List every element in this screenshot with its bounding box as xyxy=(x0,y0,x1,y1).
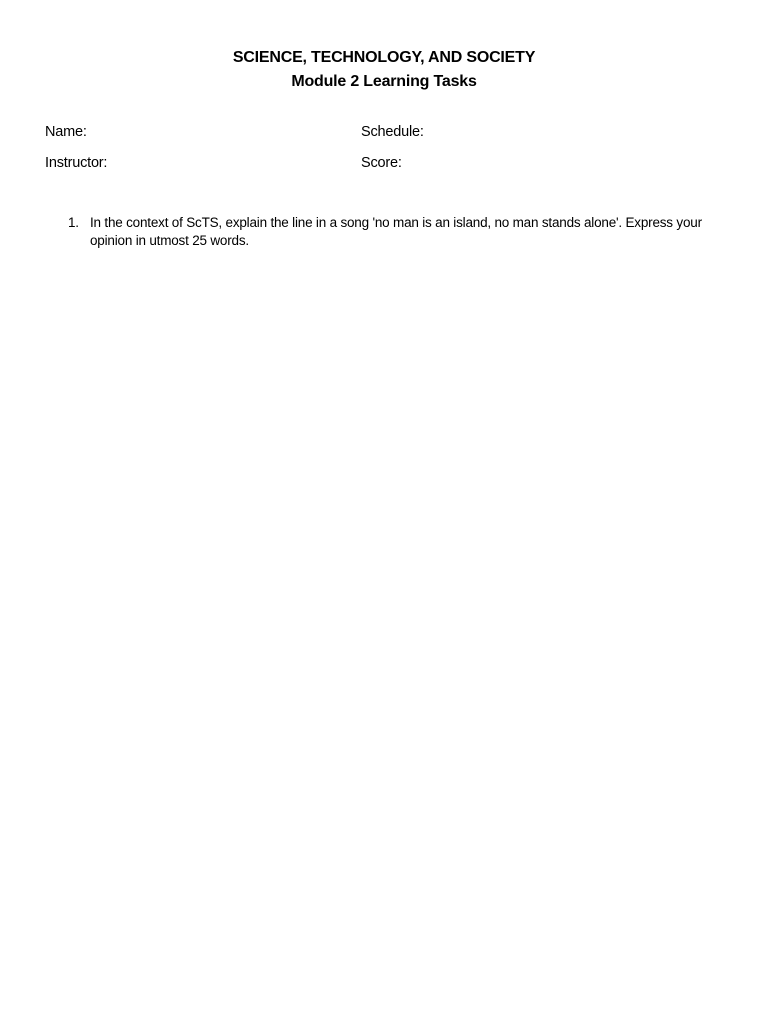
task-number: 1. xyxy=(68,215,79,230)
document-header xyxy=(0,46,768,94)
task-list xyxy=(0,214,768,250)
schedule-field-label: Schedule: xyxy=(361,124,424,140)
name-field-label: Name: xyxy=(45,124,87,140)
task-text: In the context of ScTS, explain the line in a song 'no man is an island, no man stands alone'. Express your opinion in utmost 25 words. xyxy=(90,215,702,248)
document-subtitle: Module 2 Learning Tasks xyxy=(291,73,477,90)
instructor-field-label: Instructor: xyxy=(45,155,108,171)
score-field-label: Score: xyxy=(361,155,402,171)
document-title: SCIENCE, TECHNOLOGY, AND SOCIETY xyxy=(232,49,536,66)
student-info-grid xyxy=(45,122,725,186)
task-item xyxy=(0,214,768,250)
